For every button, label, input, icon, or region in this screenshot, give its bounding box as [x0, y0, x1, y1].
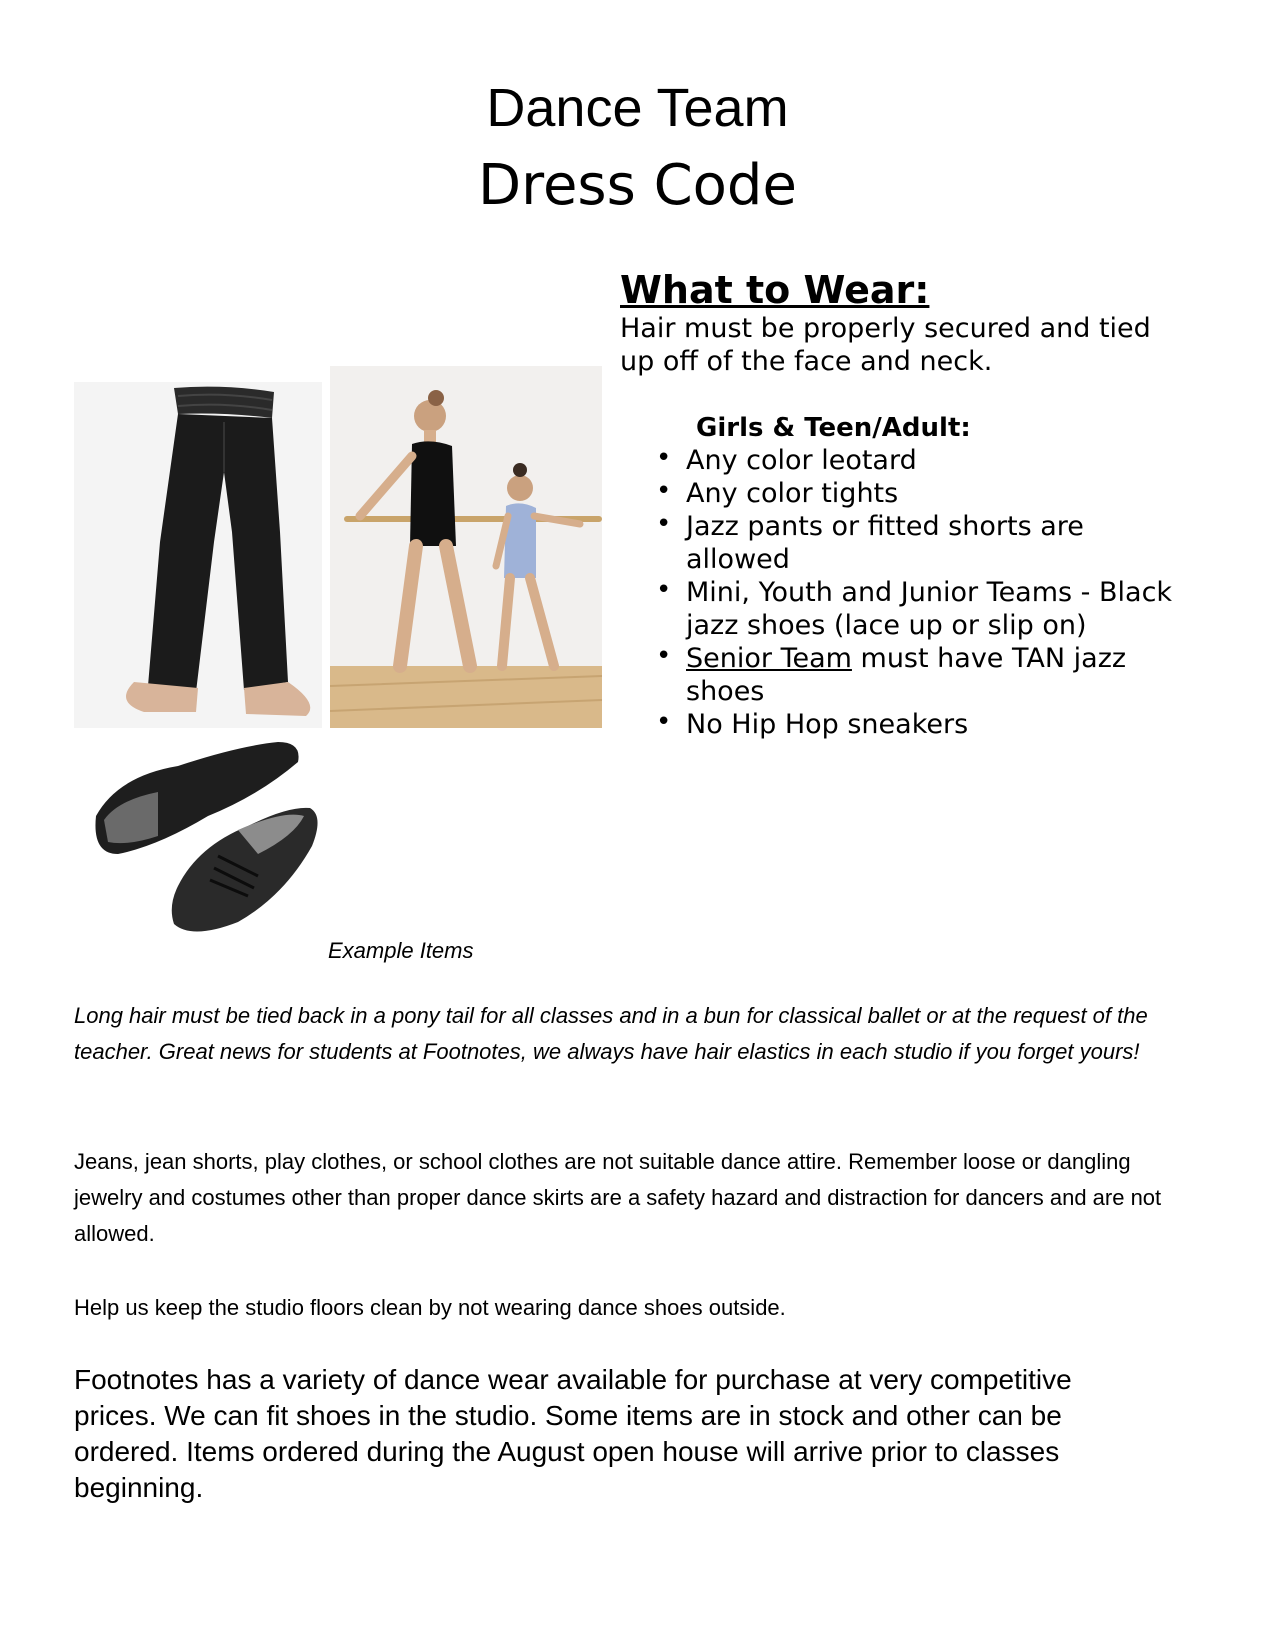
- what-to-wear-section: [620, 268, 1180, 741]
- page-subtitle: Dress Code: [478, 153, 797, 218]
- jazz-shoes-photo: [88, 736, 324, 940]
- dress-code-list: [620, 444, 1180, 741]
- images-caption: Example Items: [328, 938, 474, 963]
- list-item: • Mini, Youth and Junior Teams - Black jazz shoes (lace up or slip on): [620, 576, 1180, 642]
- attire-paragraph: Jeans, jean shorts, play clothes, or school clothes are not suitable dance attire. Remember loose or dangling jewelry and costumes other than proper dance skirts are a safety hazard and distraction for dancers and are not allowed.: [74, 1149, 1162, 1246]
- floors-paragraph: Help us keep the studio floors clean by not wearing dance shoes outside.: [74, 1295, 786, 1320]
- list-item: [620, 642, 1180, 708]
- list-item: • Any color tights: [620, 477, 1180, 510]
- list-item: • Jazz pants or fitted shorts are allowed: [620, 510, 1180, 576]
- girls-teen-adult-subheading: Girls & Teen/Adult:: [696, 413, 971, 443]
- list-item: • No Hip Hop sneakers: [620, 708, 1180, 741]
- purchase-paragraph: Footnotes has a variety of dance wear available for purchase at very competitive prices. We can fit shoes in the studio. Some items are in stock and other can be ordered. Items ordered during the August open house will arrive prior to classes beginning.: [74, 1364, 1072, 1503]
- what-to-wear-heading: What to Wear:: [620, 268, 930, 312]
- hair-paragraph: Long hair must be tied back in a pony tail for all classes and in a bun for classical ballet or at the request of the teacher. Great news for students at Footnotes, we always have hair elastics in each studio if you forget yours!: [74, 1003, 1148, 1064]
- page-title: Dance Team: [486, 78, 789, 138]
- senior-team-rest: must have TAN jazz shoes: [686, 643, 1127, 707]
- list-item: • Any color leotard: [620, 444, 1180, 477]
- hair-intro: Hair must be properly secured and tied up off of the face and neck.: [620, 313, 1151, 377]
- jazz-pants-photo: [74, 382, 322, 728]
- senior-team-label: Senior Team: [686, 643, 852, 674]
- ballet-girls-photo: [330, 366, 602, 728]
